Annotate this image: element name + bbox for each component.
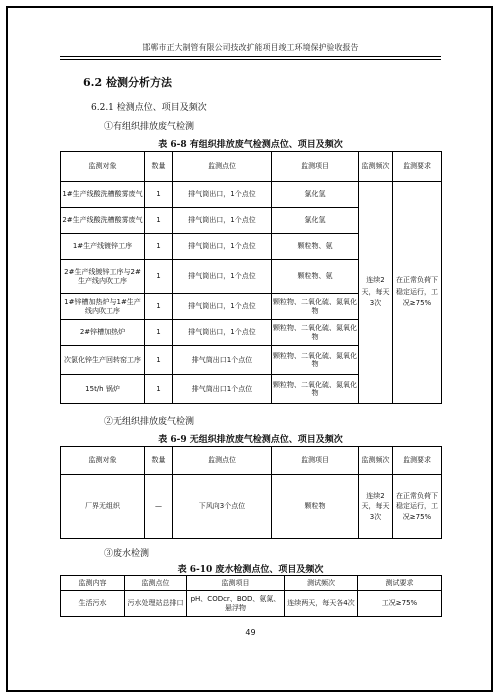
header-cell: 数量 (145, 447, 173, 475)
header-cell: 监测点位 (173, 152, 272, 182)
cell-items: 氯化氢 (272, 182, 359, 208)
header-cell: 监测要求 (393, 447, 442, 475)
header-cell: 监测项目 (272, 447, 359, 475)
cell-object: 2#生产线镀锌工序与2#生产线内吹工序 (61, 260, 145, 294)
cell-object: 2#生产线酸洗槽酸雾废气 (61, 208, 145, 234)
cell-point: 排气筒出口，1个点位 (173, 320, 272, 346)
organized-emission-table (60, 151, 442, 404)
cell-point: 排气筒出口，1个点位 (173, 208, 272, 234)
cell-items: 颗粒物、二氧化硫、氮氧化物 (272, 320, 359, 346)
cell-count: 1 (145, 260, 173, 294)
table-row (61, 182, 442, 208)
wastewater-heading: ③废水检测 (104, 549, 150, 559)
cell-object: 15t/h 锅炉 (61, 375, 145, 404)
table-row (61, 475, 442, 539)
cell-items: 颗粒物、二氧化硫、氮氧化物 (272, 375, 359, 404)
organized-emission-heading: ①有组织排放废气检测 (104, 122, 195, 132)
table-header-row (61, 576, 442, 591)
table-header-row (61, 152, 442, 182)
header-cell: 监测点位 (173, 447, 272, 475)
fugitive-emission-table (60, 446, 442, 539)
cell-point: 排气筒出口1个点位 (173, 375, 272, 404)
cell-object: 次氯化锌生产回转窑工序 (61, 346, 145, 375)
cell-point: 下风向3个点位 (173, 475, 272, 539)
cell-items: 颗粒物、氨 (272, 260, 359, 294)
running-header: 邯郸市正大制管有限公司技改扩能项目竣工环境保护验收报告 (142, 43, 359, 52)
cell-items: 颗粒物 (272, 475, 359, 539)
cell-content: 生活污水 (61, 591, 125, 617)
cell-count: 1 (145, 346, 173, 375)
cell-frequency: 连续2天，每天3次 (359, 182, 393, 404)
cell-count: 1 (145, 294, 173, 320)
cell-count: 1 (145, 182, 173, 208)
cell-point: 排气筒出口1个点位 (173, 346, 272, 375)
cell-point: 排气筒出口，1个点位 (173, 294, 272, 320)
header-cell: 监测对象 (61, 152, 145, 182)
cell-items: 颗粒物、二氧化硫、氮氧化物 (272, 294, 359, 320)
cell-frequency: 连续两天，每天各4次 (285, 591, 358, 617)
cell-requirement: 工况≥75% (358, 591, 442, 617)
header-cell: 监测项目 (187, 576, 285, 591)
header-cell: 测试要求 (358, 576, 442, 591)
cell-object: 1#锌槽加热炉与1#生产线内吹工序 (61, 294, 145, 320)
table-6-8-caption: 表 6-8 有组织排放废气检测点位、项目及频次 (158, 140, 343, 150)
cell-count: 1 (145, 320, 173, 346)
table-row (61, 591, 442, 617)
subsection-title: 6.2.1 检测点位、项目及频次 (91, 103, 207, 113)
section-title: 6.2 检测分析方法 (83, 76, 172, 89)
header-cell: 监测要求 (393, 152, 442, 182)
header-cell: 监测频次 (359, 152, 393, 182)
cell-items: 颗粒物、二氧化硫、氮氧化物 (272, 346, 359, 375)
cell-point: 排气筒出口，1个点位 (173, 182, 272, 208)
header-cell: 测试频次 (285, 576, 358, 591)
cell-requirement: 在正常负荷下稳定运行，工况≥75% (393, 475, 442, 539)
header-cell: 监测内容 (61, 576, 125, 591)
cell-items: pH、CODcr、BOD、氨氮、悬浮物 (187, 591, 285, 617)
cell-point: 排气筒出口，1个点位 (173, 234, 272, 260)
header-cell: 监测频次 (359, 447, 393, 475)
cell-object: 1#生产线镀锌工序 (61, 234, 145, 260)
header-rule-thick (60, 56, 441, 57)
cell-frequency: 连续2天，每天3次 (359, 475, 393, 539)
cell-object: 1#生产线酸洗槽酸雾废气 (61, 182, 145, 208)
header-cell: 监测点位 (125, 576, 187, 591)
cell-requirement: 在正常负荷下稳定运行，工况≥75% (393, 182, 442, 404)
cell-point: 排气筒出口，1个点位 (173, 260, 272, 294)
cell-object: 厂界无组织 (61, 475, 145, 539)
header-rule-thin (60, 59, 441, 60)
cell-items: 颗粒物、氨 (272, 234, 359, 260)
table-6-10-caption: 表 6-10 废水检测点位、项目及频次 (177, 565, 324, 575)
table-header-row (61, 447, 442, 475)
cell-object: 2#锌槽加热炉 (61, 320, 145, 346)
cell-point: 污水处理站总排口 (125, 591, 187, 617)
fugitive-emission-heading: ②无组织排放废气检测 (104, 417, 195, 427)
header-cell: 监测对象 (61, 447, 145, 475)
page-number: 49 (245, 628, 256, 637)
wastewater-table (60, 575, 442, 617)
cell-count: — (145, 475, 173, 539)
cell-items: 氯化氢 (272, 208, 359, 234)
header-cell: 监测项目 (272, 152, 359, 182)
cell-count: 1 (145, 234, 173, 260)
header-cell: 数量 (145, 152, 173, 182)
cell-count: 1 (145, 208, 173, 234)
table-6-9-caption: 表 6-9 无组织排放废气检测点位、项目及频次 (158, 435, 343, 445)
cell-count: 1 (145, 375, 173, 404)
